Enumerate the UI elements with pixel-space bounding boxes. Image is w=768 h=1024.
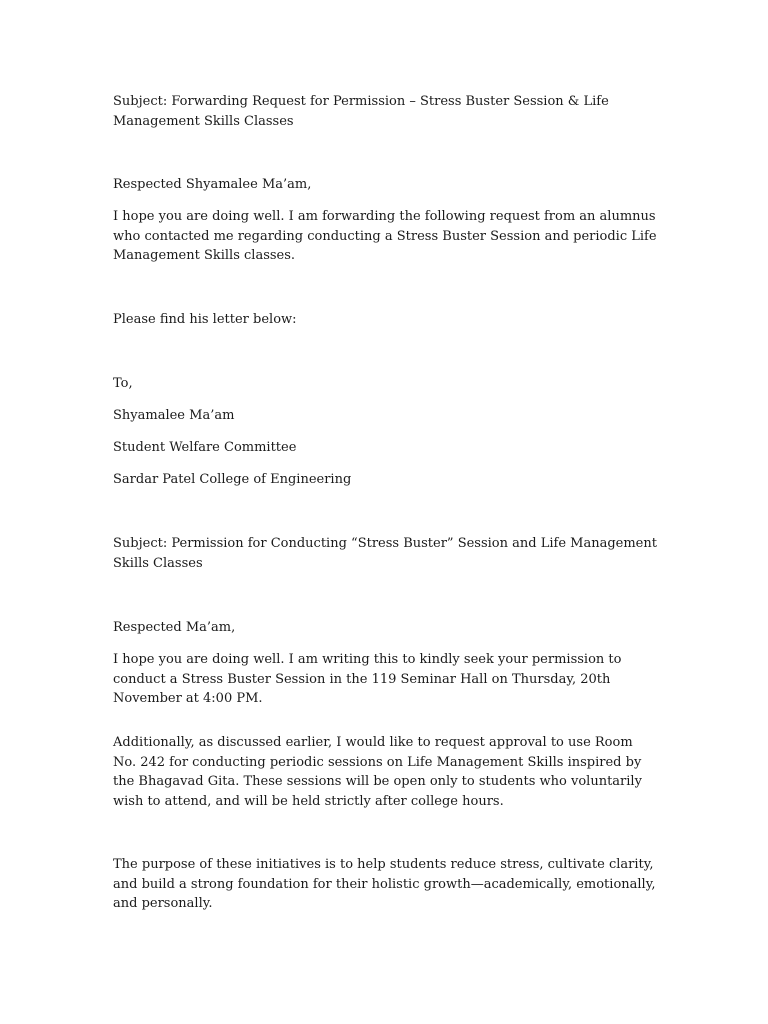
letter-recipient-committee: Student Welfare Committee [113, 440, 297, 455]
email-subject: Subject: Forwarding Request for Permission – Stress Buster Session & Life Management Skills Classes [113, 94, 609, 129]
letter-to-line: To, [113, 376, 133, 391]
email-pointer-line: Please find his letter below: [113, 312, 297, 327]
letter-recipient-college: Sardar Patel College of Engineering [113, 472, 352, 487]
letter-recipient-name: Shyamalee Ma’am [113, 408, 235, 423]
email-intro-paragraph: I hope you are doing well. I am forwarding the following request from an alumnus who contacted me regarding conducting a Stress Buster Session and periodic Life Management Skills classes. [113, 209, 657, 263]
email-greeting: Respected Shyamalee Ma’am, [113, 177, 312, 192]
letter-subject: Subject: Permission for Conducting “Stress Buster” Session and Life Management Skills Classes [113, 536, 657, 571]
letter-salutation: Respected Ma’am, [113, 620, 236, 635]
letter-body-paragraph-3: The purpose of these initiatives is to help students reduce stress, cultivate clarity, and build a strong foundation for their holistic growth—academically, emotionally, and personally. [113, 857, 656, 911]
letter-body-paragraph-2: Additionally, as discussed earlier, I would like to request approval to use Room No. 242 for conducting periodic sessions on Life Management Skills inspired by the Bhagavad Gita. These sessions will be open only to students who voluntarily wish to attend, and will be held strictly after college hours. [113, 735, 642, 809]
letter-body-paragraph-1: I hope you are doing well. I am writing this to kindly seek your permission to conduct a Stress Buster Session in the 119 Seminar Hall on Thursday, 20th November at 4:00 PM. [113, 652, 622, 706]
